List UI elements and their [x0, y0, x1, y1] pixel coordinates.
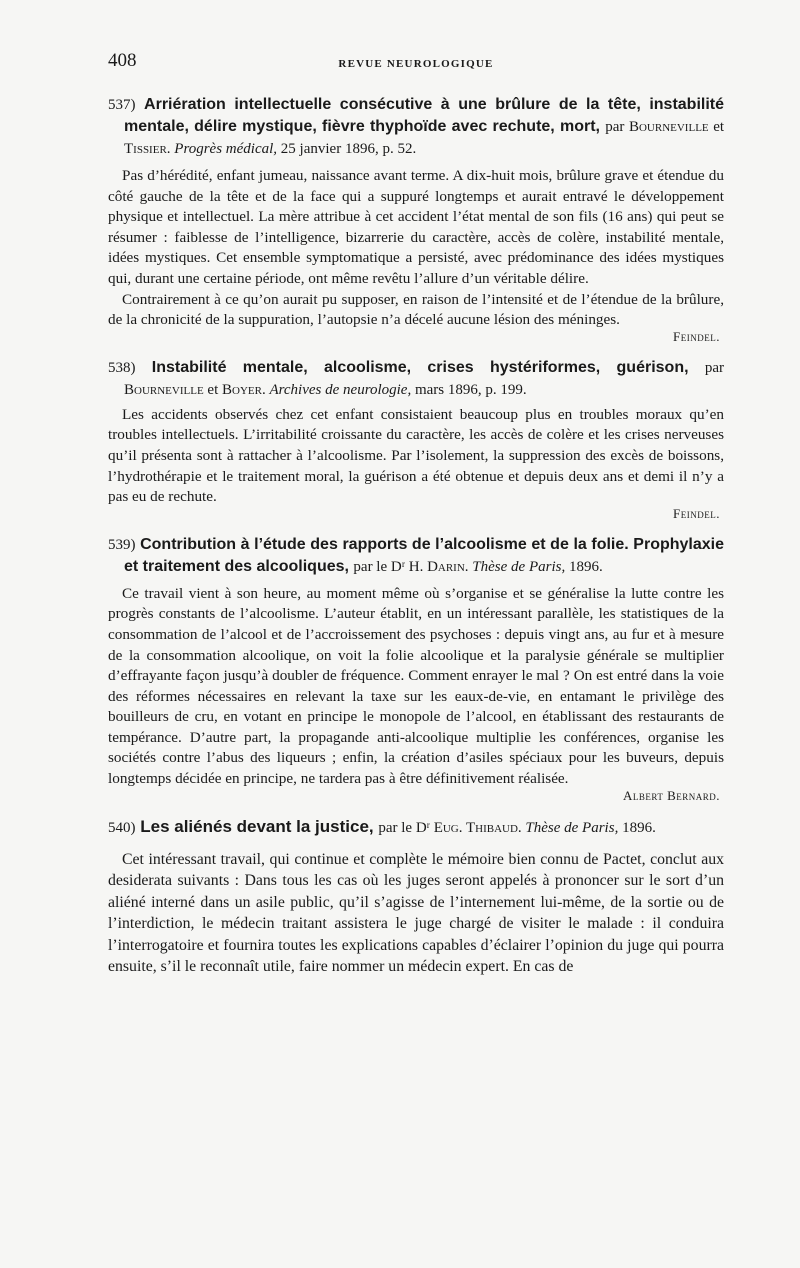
- article-byline: [378, 820, 655, 836]
- author-name: Boyer.: [222, 381, 266, 398]
- reviewer-signature: Feindel.: [673, 328, 720, 344]
- source-date: mars 1896, p. 199.: [414, 381, 527, 398]
- source-title: Archives de neurologie,: [269, 381, 412, 398]
- page-number: 408: [108, 50, 137, 71]
- article-title: Les aliénés devant la justice,: [140, 816, 374, 836]
- paragraph: Contrairement à ce qu’on aurait pu supposer, en raison de l’intensité et de l’étendue de la brûlure, de la chronicité de la suppuration, l’autopsie n’a décelé aucune lésion des méninges.: [108, 290, 724, 329]
- source-date: 25 janvier 1896, p. 52.: [280, 141, 417, 157]
- running-title: REVUE NEUROLOGIQUE: [338, 58, 494, 70]
- byline-prefix: par le: [378, 819, 413, 836]
- article-number: 539): [108, 536, 136, 553]
- article-heading: [108, 534, 724, 578]
- article-number: 540): [108, 819, 136, 836]
- reviewer-signature: Feindel.: [673, 505, 720, 521]
- source-title: Thèse de Paris,: [525, 819, 619, 836]
- reviewer-signature: Albert Bernard.: [622, 787, 720, 803]
- article-body: [108, 405, 724, 508]
- paragraph: Ce travail vient à son heure, au moment même où s’organise et se généralise la lutte contre les progrès constants de l’alcoolisme. L’auteur établit, en un intéressant parallèle, les statistiques de la consommation de l’alcool et de l’accroissement des psychoses : depuis vingt ans, au fur et à mesure de la consommation alcoolique, on voit la folie alcoolique et la paralysie générale se multiplier d’effrayante façon jusqu’à doubler de fréquence. Comment enrayer le mal ? On est entré dans la voie des réformes nécessaires en relevant la taxe sur les eaux-de-vie, en entamant le privilège des bouilleurs de cru, en votant en principe le monopole de l’alcool, en établissant des restaurants de tempérance. D’autre part, la propagande anti-alcoolique multiplie les conférences, organise les sociétés contre l’abus des liqueurs ; enfin, la création d’asiles spéciaux pour les buveurs, depuis longtemps décidée en principe, ne tardera pas à être définitivement réalisée.: [108, 584, 724, 788]
- article-heading: [108, 816, 724, 839]
- article-byline: [353, 559, 602, 575]
- article-538: [108, 357, 724, 522]
- paragraph: Pas d’hérédité, enfant jumeau, naissance avant terme. A dix-huit mois, brûlure grave et étendue du côté gauche de la tête et de la face qui a suppuré longtemps et aurait entravé le développement physique et intellectuel. La mère attribue à cet accident l’état mental de son fils (16 ans) qui peut se résumer : faiblesse de l’intelligence, bizarrerie du caractère, accès de colère, instabilité mentale, idées mystiques. Cet ensemble symptomatique a persisté, avec prédominance des idées mystiques qui, durant une certaine période, ont même revêtu l’allure d’un véritable délire.: [108, 167, 724, 287]
- article-number: 537): [108, 97, 136, 113]
- byline-prefix: par: [704, 359, 724, 376]
- source-date: 1896.: [568, 558, 603, 575]
- article-heading: [108, 357, 724, 401]
- article-540: [108, 816, 724, 978]
- paragraph: Cet intéressant travail, qui continue et complète le mémoire bien connu de Pactet, conclut aux desiderata suivants : Dans tous les cas où les juges seront appelés à prononcer sur le sort d’un aliéné interné dans un asile public, qu’il s’agisse de l’internement lui-même, de la sortie ou de l’interdiction, le médecin traitant assistera le juge chargé de visiter le malade : il conduira l’interrogatoire et fournira toutes les explications capables d’éclairer l’opinion du juge qui pourra ensuite, s’il le reconnaît utile, faire nommer un médecin expert. En cas de: [108, 850, 724, 976]
- author-name: Tissier.: [124, 141, 171, 157]
- doctor-title: Dʳ: [390, 558, 405, 575]
- author-name: Eug. Thibaud.: [433, 819, 522, 836]
- article-body: [108, 584, 724, 790]
- article-title: Contribution à l’étude des rapports de l’alcoolisme et de la folie. Prophylaxie et traitement des alcooliques,: [124, 535, 724, 575]
- author-name: H. Darin.: [408, 558, 469, 575]
- article-number: 538): [108, 359, 136, 376]
- source-title: Thèse de Paris,: [472, 558, 566, 575]
- byline-and: et: [713, 119, 725, 135]
- article-title: Arriération intellectuelle consécutive à une brûlure de la tête, instabilité mentale, délire mystique, fièvre thyphoïde avec rechute, mort,: [124, 96, 724, 135]
- article-537: [108, 94, 724, 345]
- article-heading: [108, 94, 724, 160]
- doctor-title: Dʳ: [415, 819, 430, 836]
- article-title: Instabilité mentale, alcoolisme, crises hystériformes, guérison,: [151, 358, 689, 376]
- author-name: Bourneville: [628, 119, 709, 135]
- article-539: [108, 534, 724, 804]
- article-body: [108, 166, 724, 331]
- article-body: [108, 849, 724, 978]
- source-title: Progrès médical,: [174, 141, 278, 157]
- page-header: [108, 0, 724, 80]
- byline-prefix: par le: [353, 558, 388, 575]
- author-name: Bourneville: [124, 381, 204, 398]
- byline-and: et: [207, 381, 219, 398]
- source-date: 1896.: [622, 819, 656, 836]
- byline-prefix: par: [605, 119, 625, 135]
- paragraph: Les accidents observés chez cet enfant consistaient beaucoup plus en troubles moraux qu’en troubles intellectuels. L’irritabilité croissante du caractère, les accès de colère et les crises nerveuses qu’il présenta sont à rattacher à l’alcoolisme. Par l’isolement, la suppression des excès de boissons, l’hydrothérapie et le traitement moral, la guérison a été obtenue et depuis deux ans et demi il n’y a pas eu de rechute.: [108, 405, 724, 506]
